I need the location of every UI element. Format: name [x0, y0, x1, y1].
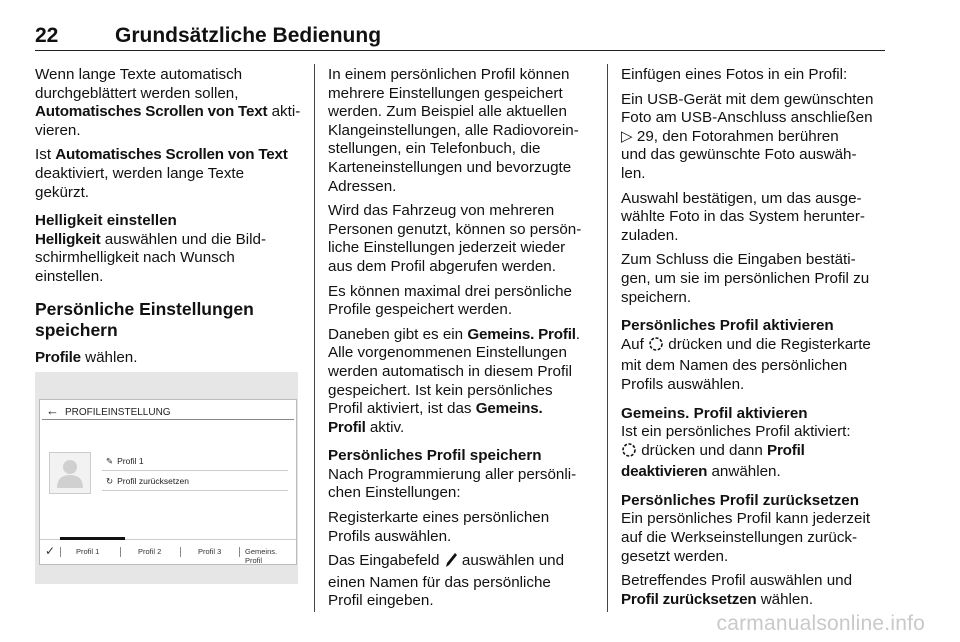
- tab-separator: [60, 547, 61, 557]
- text-span: werden automatisch in diesem Profil: [328, 362, 572, 380]
- text-span: Klangeinstellungen, alle Radiovorein-: [328, 121, 579, 139]
- tab-separator: [180, 547, 181, 557]
- text-span: Daneben gibt es ein: [328, 325, 468, 343]
- text-span: speichern.: [621, 288, 692, 306]
- tab-separator: [120, 547, 121, 557]
- text-span: einen Namen für das persönliche: [328, 573, 551, 591]
- text-span: Helligkeit: [35, 230, 101, 248]
- reset-icon: ↻: [106, 476, 114, 486]
- text-span: Profile: [35, 348, 81, 366]
- tab-profile-2[interactable]: Profil 2: [138, 547, 162, 556]
- paragraph: [328, 283, 603, 320]
- text-span: Das Eingabefeld: [328, 552, 444, 570]
- text-span: Profile gespeichert werden.: [328, 301, 513, 319]
- text-span: Alle vorgenommenen Einstellungen: [328, 344, 567, 362]
- text-span: Auswahl bestätigen, um das ausge-: [621, 189, 862, 207]
- paragraph: [621, 423, 891, 482]
- text-span: deaktivieren: [621, 463, 708, 481]
- text-span: Nach Programmierung aller persönli-: [328, 465, 577, 483]
- pencil-icon: ✎: [106, 456, 114, 466]
- text-span: Profil zurücksetzen: [621, 590, 757, 608]
- text-span: Betreffendes Profil auswählen und: [621, 572, 853, 590]
- divider: [102, 490, 288, 491]
- paragraph: [328, 326, 603, 438]
- text-span: Zum Schluss die Eingaben bestäti-: [621, 251, 856, 269]
- text-span: liche Einstellungen jederzeit wieder: [328, 239, 566, 257]
- watermark: carmanualsonline.info: [716, 612, 925, 635]
- column-left: [35, 66, 303, 373]
- tab-profile-1[interactable]: Profil 1: [76, 547, 100, 556]
- text-span: gen, um sie im persönlichen Profil zu: [621, 269, 870, 287]
- page-title: Grundsätzliche Bedienung: [115, 24, 382, 47]
- text-span: Gemeins.: [475, 400, 543, 418]
- text-span: Automatisches Scrollen von Text: [35, 103, 268, 121]
- column-divider: [314, 64, 315, 612]
- text-span: Es können maximal drei persönliche: [328, 282, 572, 300]
- text-span: wählen.: [756, 590, 814, 608]
- column-right: [621, 66, 891, 615]
- settings-button-icon: [621, 442, 637, 464]
- text-span: und das gewünschte Foto auswäh-: [621, 146, 857, 164]
- paragraph: [35, 146, 303, 202]
- pencil-icon: [444, 552, 458, 574]
- profile-tab-bar: [40, 539, 296, 564]
- text-span: .: [575, 325, 580, 343]
- infotainment-screen: [39, 399, 297, 565]
- paragraph: [621, 336, 891, 395]
- tab-separator: [239, 547, 240, 557]
- divider: [42, 419, 294, 420]
- text-span: Profils auswählen.: [328, 527, 452, 545]
- text-span: zuladen.: [621, 226, 679, 244]
- text-span: Persönliche Einstellungen: [35, 298, 254, 319]
- text-span: Profil aktiviert, ist das: [328, 400, 476, 418]
- text-span: Ein persönliches Profil kann jederzeit: [621, 510, 871, 528]
- reset-profile-item[interactable]: [106, 476, 189, 487]
- paragraph: [35, 66, 303, 140]
- text-span: Profils auswählen.: [621, 375, 745, 393]
- subheading-activate-profile: Persönliches Profil aktivieren: [621, 317, 834, 335]
- subheading-reset-profile: Persönliches Profil zurücksetzen: [621, 491, 860, 509]
- paragraph: [621, 572, 891, 609]
- person-icon: [56, 458, 84, 488]
- profile-name-field[interactable]: [106, 456, 144, 467]
- text-span: Ist: [35, 146, 56, 164]
- text-span: Personen genutzt, können so persön-: [328, 220, 582, 238]
- text-span: Profil zurücksetzen: [117, 476, 189, 486]
- paragraph: [328, 66, 603, 196]
- text-span: Profil eingeben.: [328, 592, 434, 610]
- text-span: schirmhelligkeit nach Wunsch: [35, 249, 235, 267]
- page-number: 22: [35, 24, 59, 47]
- text-span: drücken und die Registerkarte: [664, 335, 871, 353]
- screen-title-bar: [46, 403, 171, 418]
- text-span: mehrere Einstellungen gespeichert: [328, 84, 563, 102]
- text-span: Profil: [767, 441, 805, 459]
- text-span: wählen.: [80, 348, 138, 366]
- paragraph: [621, 510, 891, 566]
- text-span: Foto am USB-Anschluss anschließen: [621, 109, 873, 127]
- text-span: Automatisches Scrollen von Text: [55, 146, 288, 164]
- divider: [102, 470, 288, 471]
- text-span: werden. Zum Beispiel alle aktuellen: [328, 103, 567, 121]
- paragraph: [328, 509, 603, 546]
- text-span: anwählen.: [707, 463, 781, 481]
- text-span: akti-: [267, 103, 301, 121]
- paragraph: [621, 251, 891, 307]
- text-span: speichern: [35, 319, 118, 340]
- text-span: 29, den Fotorahmen berühren: [632, 127, 839, 145]
- text-span: aktiv.: [365, 418, 405, 436]
- text-span: drücken und dann: [637, 441, 768, 459]
- back-arrow-icon[interactable]: ←: [46, 403, 59, 418]
- paragraph: [328, 552, 603, 611]
- text-span: chen Einstellungen:: [328, 484, 461, 502]
- column-divider: [607, 64, 608, 612]
- text-span: gesetzt werden.: [621, 547, 729, 565]
- text-span: einstellen.: [35, 267, 104, 285]
- checkmark-icon[interactable]: ✓: [45, 544, 56, 558]
- text-span: Wenn lange Texte automatisch: [35, 66, 243, 83]
- text-span: durchgeblättert werden sollen,: [35, 84, 239, 102]
- text-span: deaktiviert, werden lange Texte: [35, 164, 245, 182]
- paragraph: [621, 190, 891, 246]
- paragraph: [35, 349, 303, 368]
- active-tab-indicator: [60, 537, 125, 540]
- section-heading: [35, 299, 303, 341]
- paragraph: [328, 202, 603, 276]
- text-span: Profil: [328, 418, 366, 436]
- paragraph: Einfügen eines Fotos in ein Profil:: [621, 66, 848, 83]
- text-span: auswählen und die Bild-: [100, 230, 267, 248]
- text-span: Adressen.: [328, 177, 397, 195]
- settings-button-icon: [648, 336, 664, 358]
- text-span: PROFILEINSTELLUNG: [65, 407, 171, 418]
- text-span: gekürzt.: [35, 183, 90, 201]
- text-span: auswählen und: [457, 552, 565, 570]
- text-span: aus dem Profil abgerufen werden.: [328, 257, 556, 275]
- profile-settings-figure: [35, 372, 298, 584]
- subheading-save-profile: Persönliches Profil speichern: [328, 447, 542, 465]
- text-span: Ist ein persönliches Profil aktiviert:: [621, 423, 851, 441]
- text-span: In einem persönlichen Profil können: [328, 66, 570, 83]
- text-span: Karteneinstellungen und bevorzugte: [328, 158, 572, 176]
- paragraph: [328, 466, 603, 503]
- text-span: vieren.: [35, 121, 81, 139]
- text-span: mit dem Namen des persönlichen: [621, 357, 848, 375]
- profile-photo-frame[interactable]: [49, 452, 91, 494]
- subheading-shared-profile: Gemeins. Profil aktivieren: [621, 404, 808, 422]
- text-span: Ein USB-Gerät mit dem gewünschten: [621, 90, 874, 108]
- tab-profile-3[interactable]: Profil 3: [198, 547, 222, 556]
- page-reference-arrow-icon: ▷: [621, 127, 633, 145]
- text-span: stellungen, ein Telefonbuch, die: [328, 140, 541, 158]
- text-span: wählte Foto in das System herunter-: [621, 208, 865, 226]
- page-header: [35, 22, 885, 51]
- text-span: Auf: [621, 335, 649, 353]
- column-middle: [328, 66, 603, 617]
- subheading-brightness: Helligkeit einstellen: [35, 212, 177, 230]
- text-span: auf die Werkseinstellungen zurück-: [621, 529, 858, 547]
- text-span: Profil 1: [117, 456, 144, 466]
- text-span: Registerkarte eines persönlichen: [328, 509, 550, 527]
- paragraph: [35, 231, 303, 287]
- text-span: Gemeins. Profil: [467, 325, 576, 343]
- text-span: Wird das Fahrzeug von mehreren: [328, 202, 555, 220]
- tab-shared-profile[interactable]: Gemeins. Profil: [245, 547, 278, 565]
- paragraph: [621, 91, 891, 184]
- text-span: gespeichert. Ist kein persönliches: [328, 381, 553, 399]
- text-span: len.: [621, 164, 646, 182]
